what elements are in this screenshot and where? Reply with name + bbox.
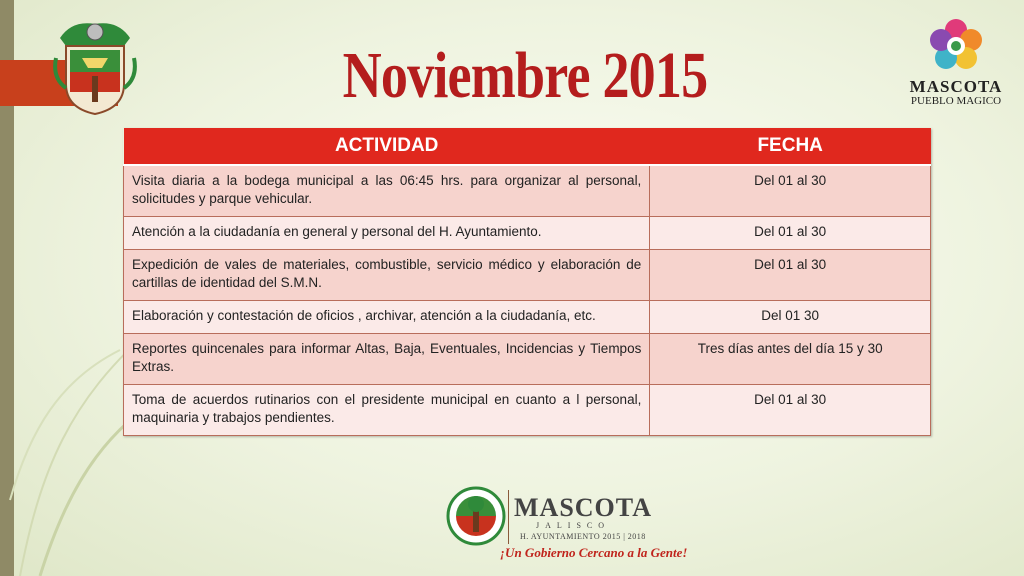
footer-divider	[508, 490, 509, 544]
cell-fecha: Del 01 al 30	[650, 385, 931, 436]
table-row	[124, 334, 931, 385]
cell-fecha: Tres días antes del día 15 y 30	[650, 334, 931, 385]
cell-actividad: Elaboración y contestación de oficios , archivar, atención a la ciudadanía, etc.	[124, 301, 650, 334]
cell-actividad: Atención a la ciudadanía en general y personal del H. Ayuntamiento.	[124, 217, 650, 250]
cell-actividad: Expedición de vales de materiales, combustible, servicio médico y elaboración de cartillas de identidad del S.M.N.	[124, 250, 650, 301]
brand-name: MASCOTA	[909, 77, 1003, 96]
table-row	[124, 217, 931, 250]
header-actividad: ACTIVIDAD	[124, 128, 650, 165]
cell-actividad: Visita diaria a la bodega municipal a las 06:45 hrs. para organizar al personal, solicitudes y parque vehicular.	[124, 165, 650, 217]
footer-administration: H. AYUNTAMIENTO 2015 | 2018	[520, 532, 646, 541]
table-row	[124, 165, 931, 217]
header-fecha: FECHA	[650, 128, 931, 165]
table-row	[124, 301, 931, 334]
footer-state: JALISCO	[536, 521, 611, 530]
activities-table	[123, 128, 931, 436]
footer-crest-icon	[446, 486, 506, 546]
brand-subtitle: PUEBLO MAGICO	[910, 95, 1002, 107]
pueblo-magico-flower-icon	[928, 18, 984, 74]
table-header-row	[124, 128, 931, 165]
cell-actividad: Toma de acuerdos rutinarios con el presidente municipal en cuanto a l personal, maquinaria y trabajos pendientes.	[124, 385, 650, 436]
footer-slogan: ¡Un Gobierno Cercano a la Gente!	[500, 545, 688, 560]
footer-municipality-name: MASCOTA	[514, 493, 652, 522]
page-title: Noviembre 2015	[342, 39, 708, 112]
table-row	[124, 385, 931, 436]
cell-fecha: Del 01 30	[650, 301, 931, 334]
table-row	[124, 250, 931, 301]
pueblo-magico-logo	[908, 18, 1004, 108]
cell-fecha: Del 01 al 30	[650, 165, 931, 217]
cell-fecha: Del 01 al 30	[650, 250, 931, 301]
cell-actividad: Reportes quincenales para informar Altas, Baja, Eventuales, Incidencias y Tiempos Extras.	[124, 334, 650, 385]
cell-fecha: Del 01 al 30	[650, 217, 931, 250]
